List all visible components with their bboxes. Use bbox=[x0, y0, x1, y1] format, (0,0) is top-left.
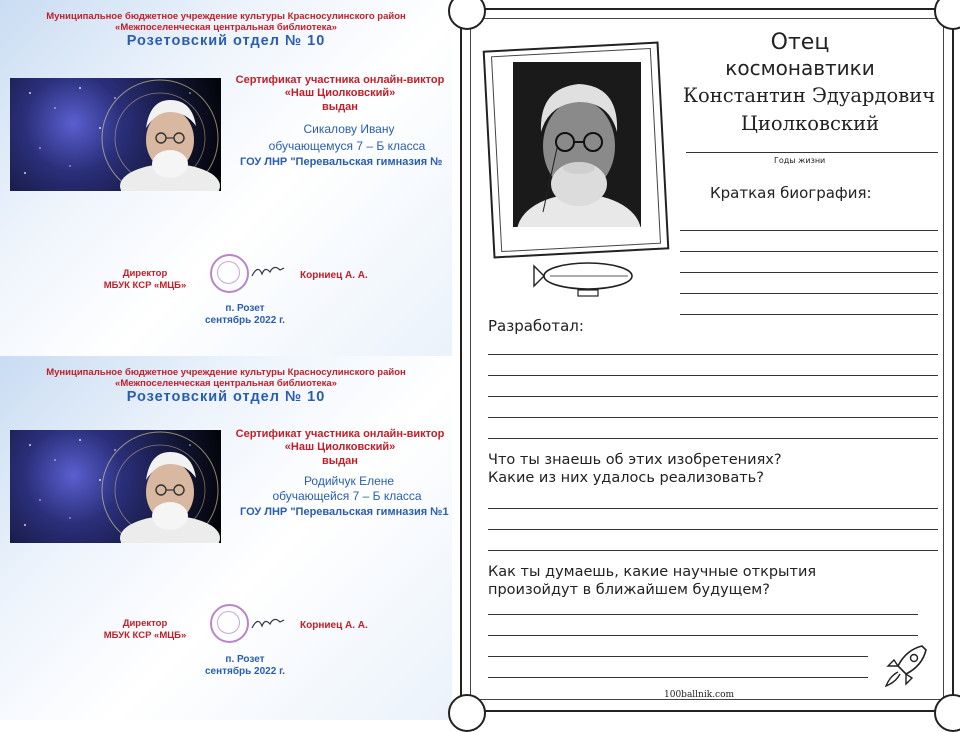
answer-line bbox=[488, 396, 938, 397]
certificate-title: Сертификат участника онлайн-виктор bbox=[235, 428, 445, 440]
stamp-seal bbox=[210, 604, 249, 643]
developed-label: Разработал: bbox=[488, 317, 584, 335]
answer-line bbox=[488, 550, 938, 551]
recipient-school: ГОУ ЛНР "Перевальская гимназия №1 bbox=[240, 506, 449, 518]
signer-name: Корниец А. А. bbox=[300, 270, 368, 281]
years-label: Годы жизни bbox=[774, 156, 826, 165]
airship-icon bbox=[532, 256, 636, 304]
answer-line bbox=[488, 438, 938, 439]
certificate-2 bbox=[0, 356, 452, 720]
director-org: МБУК КСР «МЦБ» bbox=[103, 280, 187, 291]
date: сентябрь 2022 г. bbox=[204, 666, 286, 677]
answer-line bbox=[488, 656, 868, 657]
org-line-2: «Межпоселенческая центральная библиотека» bbox=[115, 22, 337, 33]
director-title: Директор bbox=[122, 618, 168, 629]
recipient-class: обучающейся 7 – Б класса bbox=[272, 489, 422, 503]
signature bbox=[250, 262, 286, 280]
answer-line bbox=[488, 529, 938, 530]
answer-line bbox=[488, 677, 868, 678]
footer-website: 100ballnik.com bbox=[664, 690, 735, 700]
tsiolkovsky-portrait bbox=[10, 430, 221, 543]
question-2-line-1: Как ты думаешь, какие научные открытия bbox=[488, 564, 817, 580]
question-1-line-2: Какие из них удалось реализовать? bbox=[488, 470, 764, 486]
org-line-1: Муниципальное бюджетное учреждение культуры Красносулинского район bbox=[46, 367, 406, 378]
org-line-2: «Межпоселенческая центральная библиотека» bbox=[115, 378, 337, 389]
director-title: Директор bbox=[122, 268, 168, 279]
recipient-name: Сикалову Ивану bbox=[303, 122, 395, 136]
issued-label: выдан bbox=[322, 455, 358, 467]
recipient-school: ГОУ ЛНР "Перевальская гимназия № bbox=[240, 156, 443, 168]
corner-ornament bbox=[448, 694, 486, 732]
department-title: Розетовский отдел № 10 bbox=[126, 33, 326, 49]
tsiolkovsky-photo bbox=[513, 62, 641, 227]
issued-label: выдан bbox=[322, 101, 358, 113]
certificate-1 bbox=[0, 0, 452, 356]
rocket-icon bbox=[876, 642, 934, 694]
date: сентябрь 2022 г. bbox=[204, 315, 286, 326]
question-1-line-1: Что ты знаешь об этих изобретениях? bbox=[488, 452, 782, 468]
certificate-title: Сертификат участника онлайн-виктор bbox=[235, 74, 445, 86]
worksheet-heading-line-1: Отец bbox=[770, 30, 830, 55]
question-2-line-2: произойдут в ближайшем будущем? bbox=[488, 582, 770, 598]
place: п. Розет bbox=[225, 654, 265, 665]
bio-label: Краткая биография: bbox=[710, 184, 872, 202]
answer-line bbox=[488, 375, 938, 376]
recipient-name: Родийчук Елене bbox=[303, 474, 395, 488]
person-name-line-1: Константин Эдуардович bbox=[682, 84, 936, 107]
answer-line bbox=[488, 417, 938, 418]
answer-line bbox=[488, 508, 938, 509]
quiz-name: «Наш Циолковский» bbox=[284, 87, 396, 99]
answer-line bbox=[680, 251, 938, 252]
answer-line bbox=[488, 354, 938, 355]
org-line-1: Муниципальное бюджетное учреждение культуры Красносулинского район bbox=[46, 11, 406, 22]
answer-line bbox=[488, 635, 918, 636]
person-name-line-2: Циолковский bbox=[740, 112, 880, 135]
years-line bbox=[686, 152, 938, 153]
recipient-class: обучающемуся 7 – Б класса bbox=[268, 139, 426, 153]
answer-line bbox=[680, 230, 938, 231]
department-title: Розетовский отдел № 10 bbox=[126, 389, 326, 405]
signature bbox=[250, 614, 286, 632]
answer-line bbox=[680, 272, 938, 273]
tsiolkovsky-portrait bbox=[10, 78, 221, 191]
quiz-name: «Наш Циолковский» bbox=[284, 441, 396, 453]
corner-ornament bbox=[934, 694, 960, 732]
signer-name: Корниец А. А. bbox=[300, 620, 368, 631]
director-org: МБУК КСР «МЦБ» bbox=[103, 630, 187, 641]
worksheet-heading-line-2: космонавтики bbox=[725, 56, 875, 80]
answer-line bbox=[680, 293, 938, 294]
answer-line bbox=[680, 314, 938, 315]
place: п. Розет bbox=[225, 303, 265, 314]
stamp-seal bbox=[210, 254, 249, 293]
answer-line bbox=[488, 614, 918, 615]
